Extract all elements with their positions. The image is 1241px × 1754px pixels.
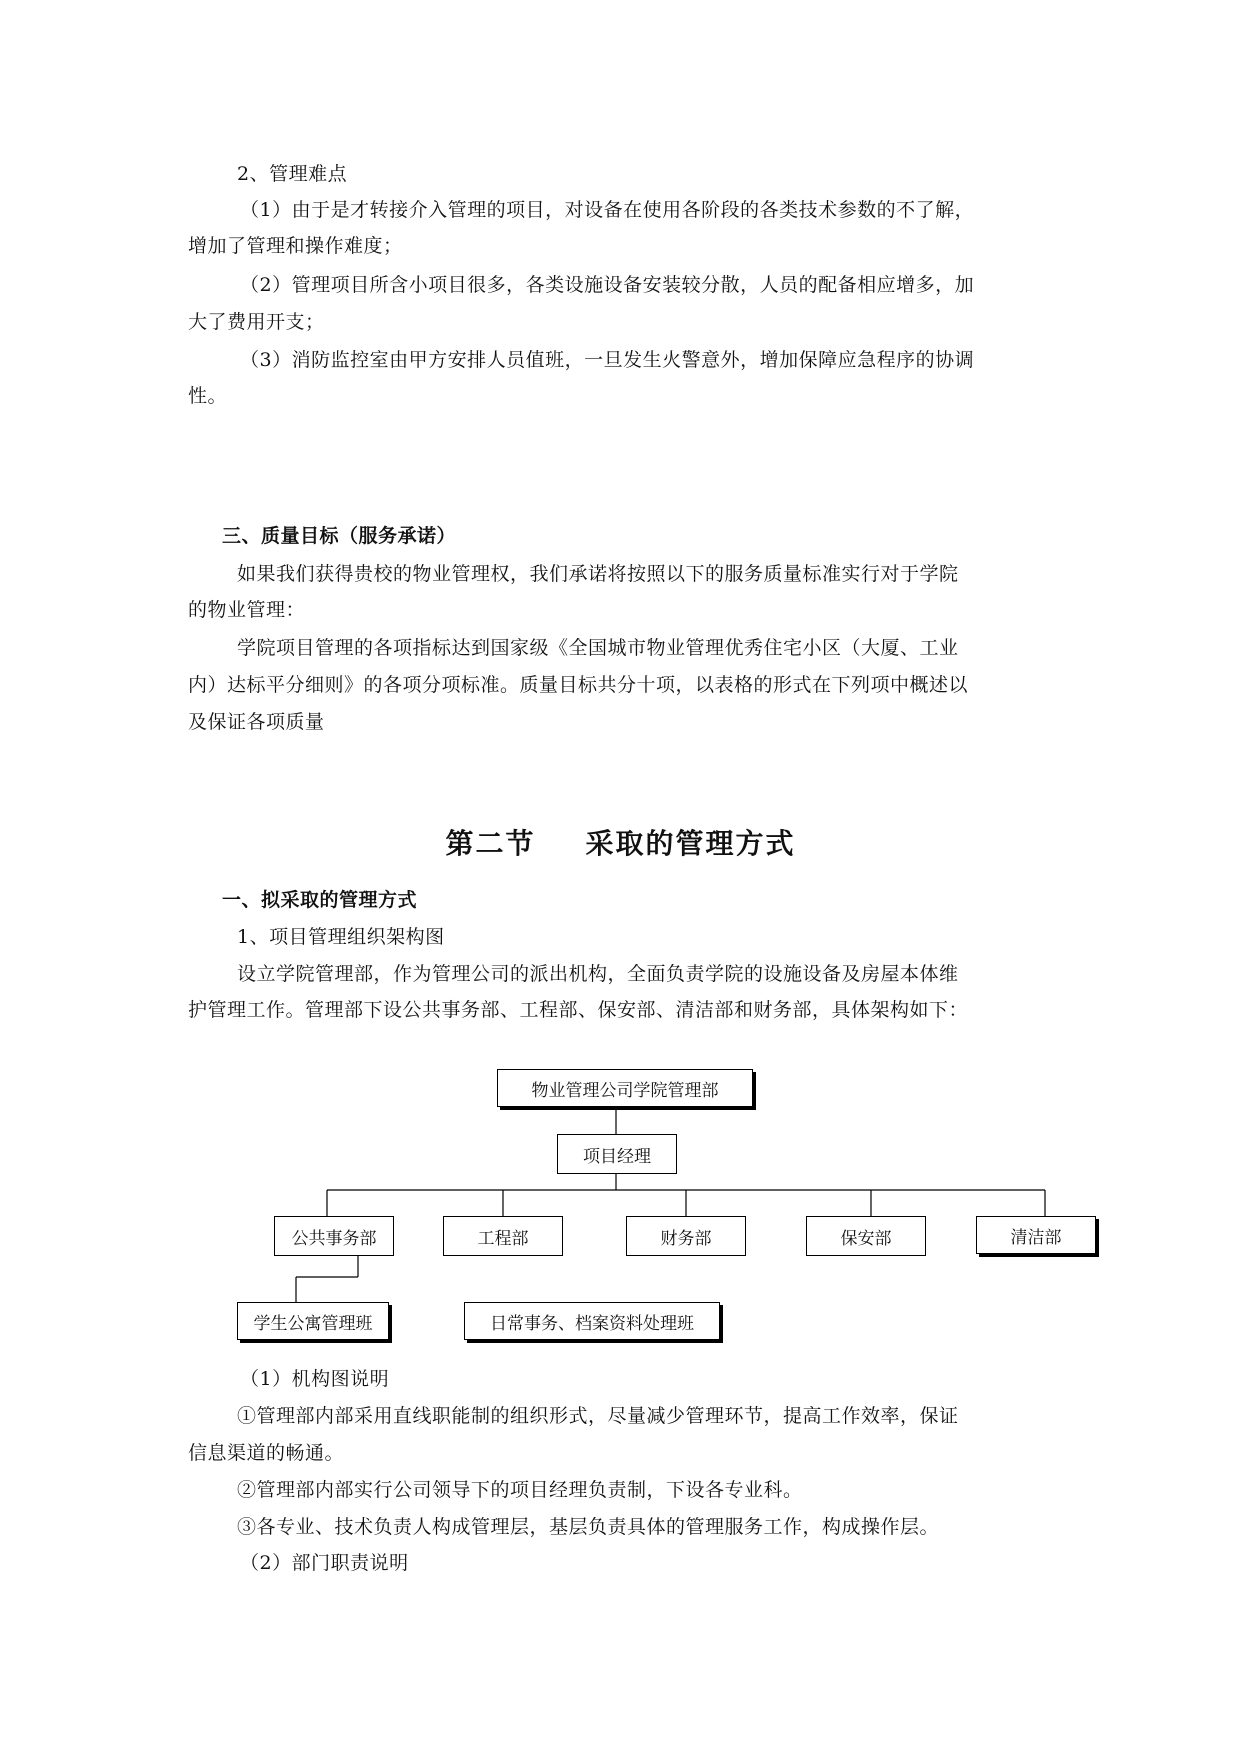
difficulty-1-line1: （1）由于是才转接介入管理的项目，对设备在使用各阶段的各类技术参数的不了解， (240, 199, 975, 221)
explanation-item1-line1: ①管理部内部采用直线职能制的组织形式，尽量减少管理环节，提高工作效率，保证 (237, 1405, 959, 1427)
section-title-text: 采取的管理方式 (585, 827, 796, 860)
org-manager-box (557, 1134, 677, 1174)
management-heading: 一、拟采取的管理方式 (222, 889, 418, 911)
org-dept-public-affairs (274, 1216, 394, 1256)
org-dept-label: 财务部 (660, 1228, 712, 1249)
explanation-item3: ③各专业、技术负责人构成管理层，基层负责具体的管理服务工作，构成操作层。 (237, 1516, 940, 1538)
org-intro-line1: 设立学院管理部，作为管理公司的派出机构，全面负责学院的设施设备及房屋本体维 (237, 963, 959, 985)
difficulty-3-line1: （3）消防监控室由甲方安排人员值班，一旦发生火警意外，增加保障应急程序的协调 (240, 349, 975, 371)
org-root-label: 物业管理公司学院管理部 (531, 1080, 719, 1101)
org-sub-dormitory (237, 1302, 389, 1340)
org-dept-cleaning (976, 1216, 1096, 1254)
org-sub-label: 日常事务、档案资料处理班 (490, 1313, 694, 1334)
explanation-item2: ②管理部内部实行公司领导下的项目经理负责制，下设各专业科。 (237, 1479, 803, 1501)
difficulty-2-line2: 大了费用开支； (188, 311, 325, 333)
difficulty-2-line1: （2）管理项目所含小项目很多，各类设施设备安装较分散，人员的配备相应增多，加 (240, 274, 975, 296)
difficulties-heading: 2、管理难点 (237, 163, 348, 185)
org-dept-security (806, 1216, 926, 1256)
quality-p1-line2: 的物业管理： (188, 599, 306, 621)
org-sub-label: 学生公寓管理班 (253, 1313, 373, 1334)
quality-p2-line1: 学院项目管理的各项指标达到国家级《全国城市物业管理优秀住宅小区（大厦、工业 (237, 637, 959, 659)
chart-explanation-heading: （1）机构图说明 (240, 1368, 390, 1390)
explanation-item1-line2: 信息渠道的畅通。 (188, 1442, 345, 1464)
quality-p2-line3: 及保证各项质量 (188, 711, 325, 733)
org-dept-finance (626, 1216, 746, 1256)
org-root-box (497, 1069, 753, 1107)
org-sub-records (464, 1302, 720, 1340)
org-dept-label: 公共事务部 (291, 1228, 377, 1249)
org-dept-label: 保安部 (840, 1228, 892, 1249)
org-manager-label: 项目经理 (583, 1146, 651, 1167)
difficulty-1-line2: 增加了管理和操作难度； (188, 235, 403, 257)
org-chart-heading: 1、项目管理组织架构图 (237, 926, 445, 948)
difficulty-3-line2: 性。 (188, 385, 228, 407)
department-duties-heading: （2）部门职责说明 (240, 1552, 409, 1574)
org-dept-engineering (443, 1216, 563, 1256)
org-dept-label: 工程部 (477, 1228, 529, 1249)
org-intro-line2: 护管理工作。管理部下设公共事务部、工程部、保安部、清洁部和财务部，具体架构如下： (188, 999, 969, 1021)
quality-heading: 三、质量目标（服务承诺） (222, 525, 457, 547)
org-dept-label: 清洁部 (1010, 1227, 1062, 1248)
quality-p1-line1: 如果我们获得贵校的物业管理权，我们承诺将按照以下的服务质量标准实行对于学院 (237, 563, 959, 585)
section-title-number: 第二节 (445, 827, 536, 860)
quality-p2-line2: 内）达标平分细则》的各项分项标准。质量目标共分十项，以表格的形式在下列项中概述以 (188, 674, 969, 696)
